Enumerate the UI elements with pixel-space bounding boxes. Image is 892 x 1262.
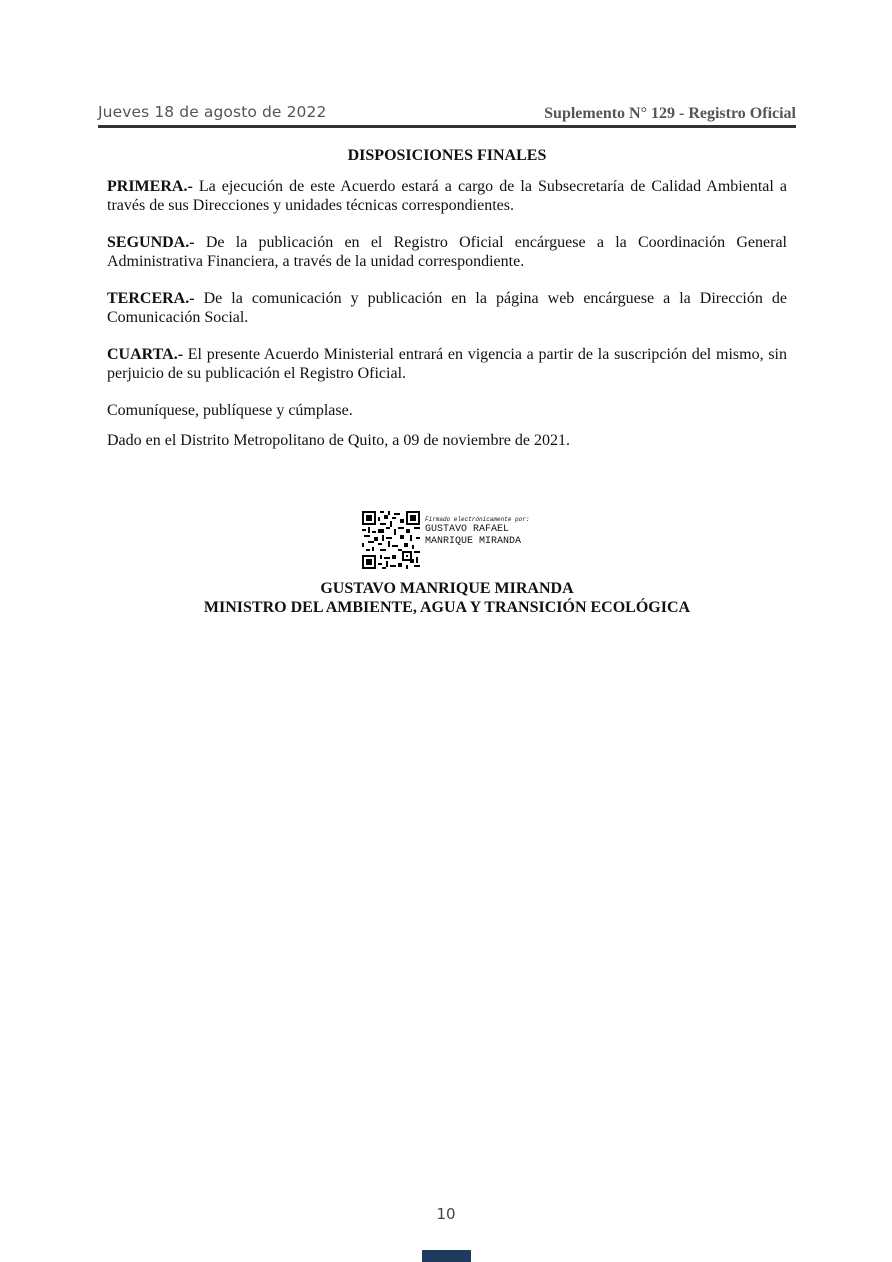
signature-name-line1: GUSTAVO RAFAEL xyxy=(425,524,510,535)
page-number: 10 xyxy=(436,1205,456,1223)
disposition-text: El presente Acuerdo Ministerial entrará en vigencia a partir de la suscripción del mismo, sin perjuicio de su publicación el Registro Oficial. xyxy=(107,345,787,382)
disposition-segunda xyxy=(107,233,787,272)
qr-code-icon xyxy=(362,510,420,570)
disposition-label: TERCERA.- xyxy=(107,289,195,307)
signature-text xyxy=(425,516,529,548)
closing-formula: Comuníquese, publíquese y cúmplase. xyxy=(107,401,353,419)
disposition-cuarta xyxy=(107,345,787,384)
document-body xyxy=(107,146,787,462)
header-date: Jueves 18 de agosto de 2022 xyxy=(98,103,327,121)
disposition-text: La ejecución de este Acuerdo estará a cargo de la Subsecretaría de Calidad Ambiental a través de sus Direcciones y unidades técnicas correspondientes. xyxy=(107,177,787,214)
disposition-primera xyxy=(107,177,787,216)
header-publication: Suplemento N° 129 - Registro Oficial xyxy=(544,105,796,122)
electronic-signature xyxy=(362,510,562,572)
disposition-label: SEGUNDA.- xyxy=(107,233,195,251)
signer-block xyxy=(107,579,787,617)
signature-name-line2: MANRIQUE MIRANDA xyxy=(425,536,522,547)
section-title: DISPOSICIONES FINALES xyxy=(347,147,547,164)
signer-title: MINISTRO DEL AMBIENTE, AGUA Y TRANSICIÓN ECOLÓGICA xyxy=(203,599,691,616)
signer-name: GUSTAVO MANRIQUE MIRANDA xyxy=(320,580,574,597)
disposition-label: PRIMERA.- xyxy=(107,177,193,195)
footer-bar xyxy=(422,1250,471,1262)
disposition-tercera xyxy=(107,289,787,328)
header-divider xyxy=(98,125,796,128)
disposition-text: De la comunicación y publicación en la página web encárguese a la Dirección de Comunicación Social. xyxy=(107,289,787,326)
given-location-date: Dado en el Distrito Metropolitano de Quito, a 09 de noviembre de 2021. xyxy=(107,432,571,449)
disposition-text: De la publicación en el Registro Oficial encárguese a la Coordinación General Administrativa Financiera, a través de la unidad correspondiente. xyxy=(107,233,787,270)
page-header xyxy=(98,103,796,127)
signature-label: Firmado electrónicamente por: xyxy=(425,516,530,523)
disposition-label: CUARTA.- xyxy=(107,345,184,363)
